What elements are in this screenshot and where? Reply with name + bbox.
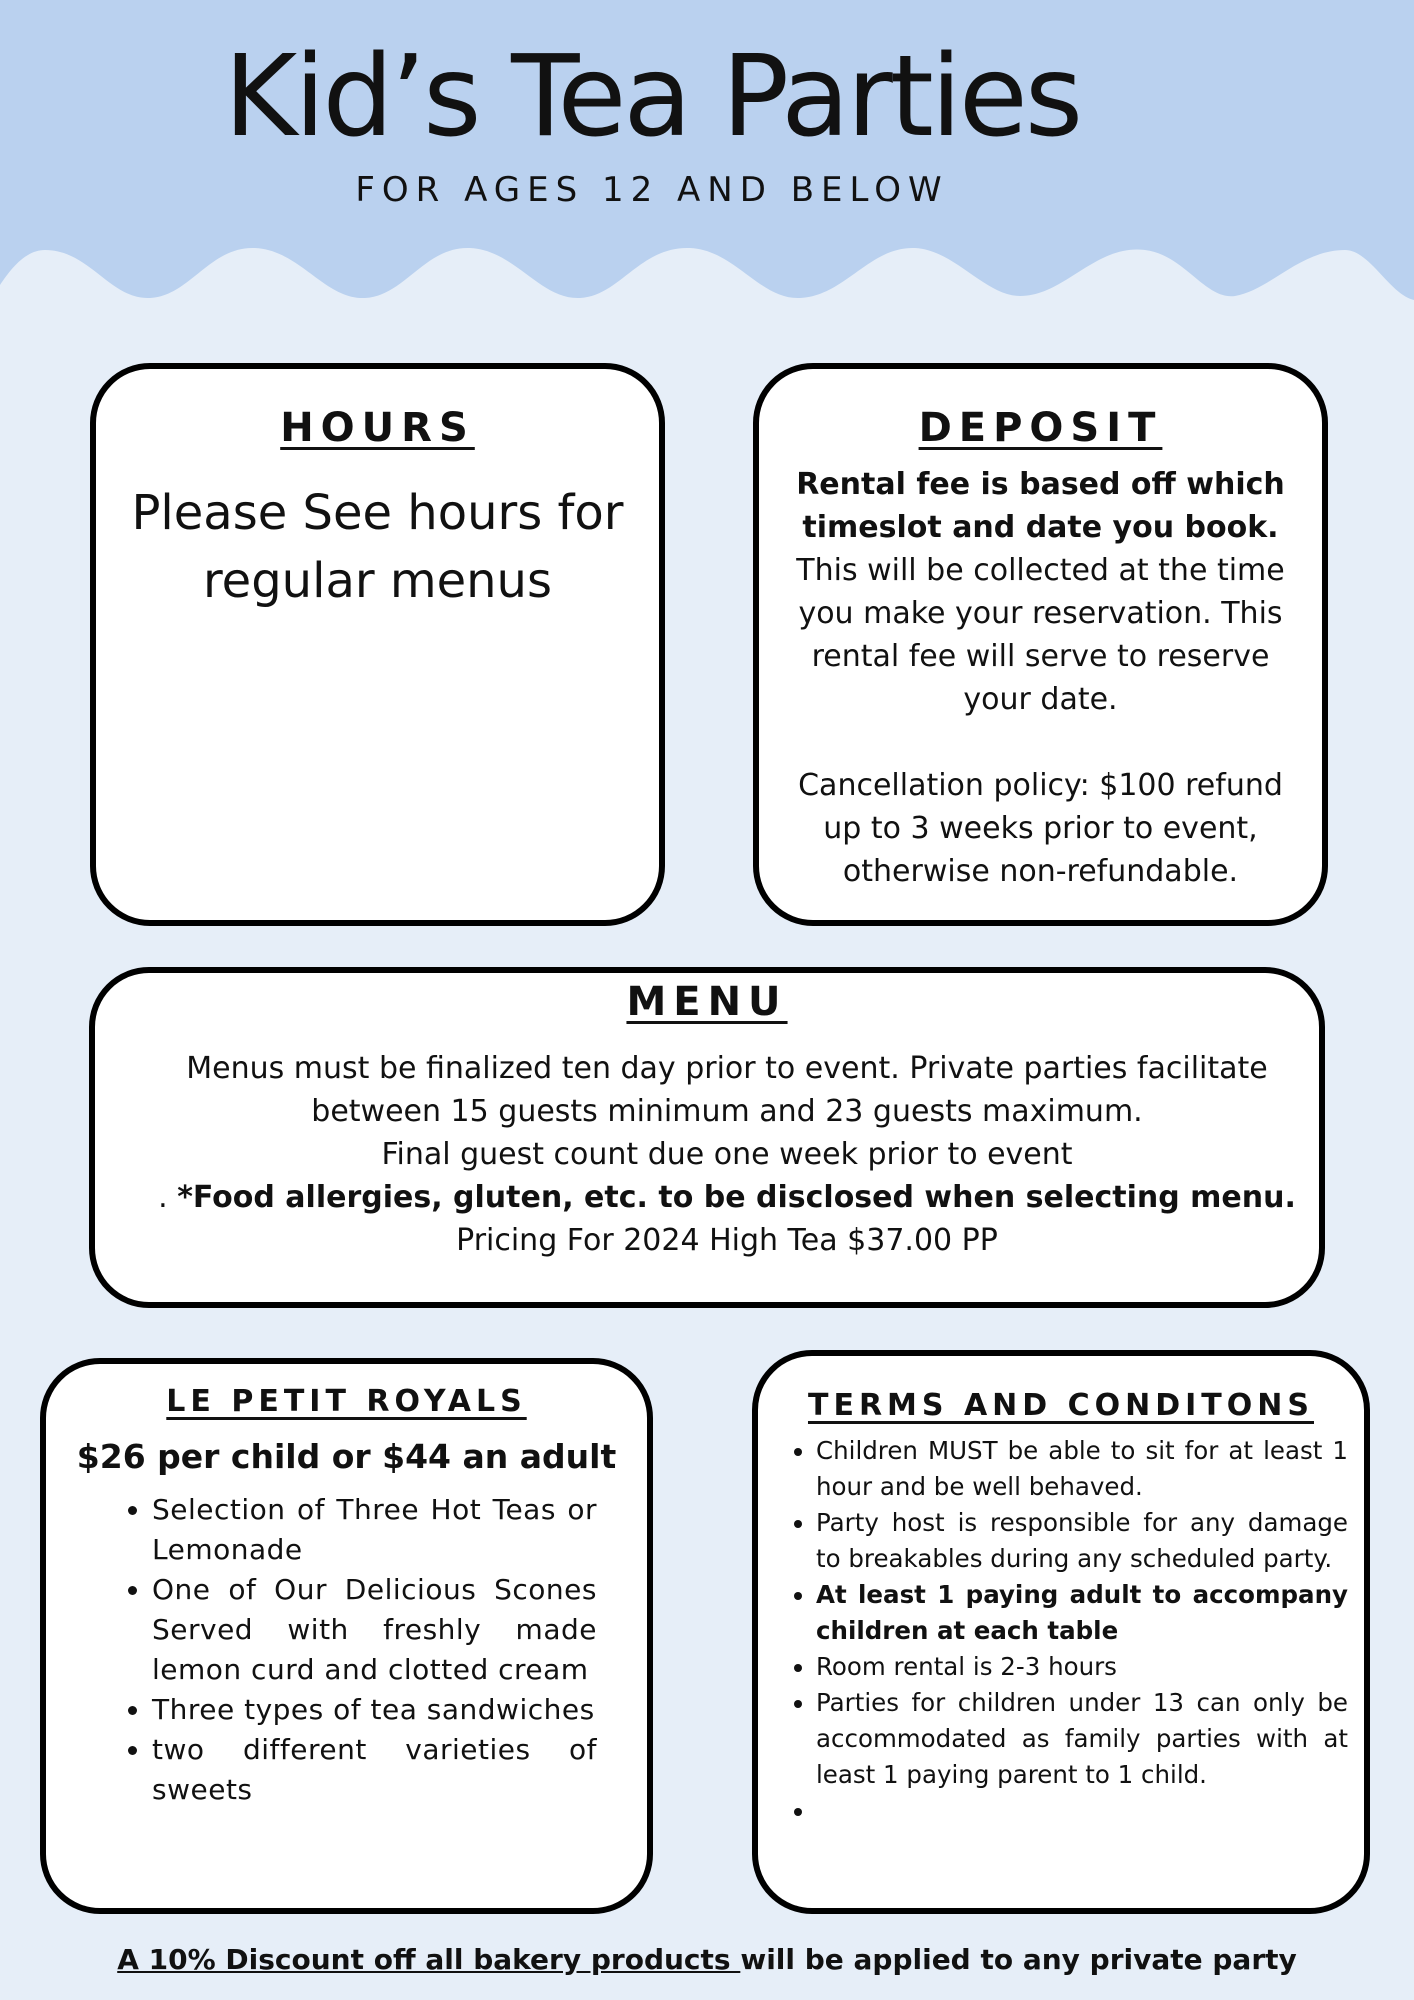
- menu-line: Final guest count due one week prior to event: [381, 1137, 1073, 1172]
- menu-heading: MENU: [626, 979, 788, 1025]
- royals-list: [46, 1490, 647, 1810]
- hours-heading: HOURS: [280, 405, 475, 451]
- discount-footer: [0, 1943, 1414, 1976]
- list-item: • two different varieties of sweets: [152, 1730, 597, 1810]
- menu-body: [95, 1047, 1319, 1262]
- terms-heading: TERMS AND CONDITONS: [807, 1388, 1314, 1423]
- list-item: • Party host is responsible for any damage to breakables during any scheduled party.: [816, 1505, 1348, 1577]
- page-title: Kid’s Tea Parties: [223, 32, 1081, 162]
- terms-list: [758, 1433, 1364, 1829]
- petit-royals-card: [40, 1358, 653, 1914]
- menu-line: between 15 guests minimum and 23 guests maximum.: [311, 1094, 1143, 1129]
- deposit-spacer: [779, 721, 1302, 764]
- deposit-body: [759, 463, 1322, 893]
- menu-card: [89, 967, 1325, 1308]
- list-item: • Children MUST be able to sit for at least 1 hour and be well behaved.: [816, 1433, 1348, 1505]
- menu-line: Menus must be finalized ten day prior to event. Private parties facilitate: [186, 1051, 1268, 1086]
- deposit-heading: DEPOSIT: [918, 405, 1163, 451]
- list-item: • Selection of Three Hot Teas or Lemonade: [152, 1490, 597, 1570]
- list-item: • One of Our Delicious Scones Served with freshly made lemon curd and clotted cream: [152, 1570, 597, 1690]
- royals-price: $26 per child or $44 an adult: [76, 1437, 617, 1476]
- terms-card: [752, 1350, 1370, 1914]
- page-subtitle: FOR AGES 12 AND BELOW: [355, 170, 949, 210]
- deposit-bold-text: Rental fee is based off which timeslot and date you book.: [796, 467, 1285, 545]
- hours-card: [90, 363, 665, 926]
- header-band: [0, 0, 1414, 300]
- list-item: • Parties for children under 13 can only be accommodated as family parties with at least 1 paying parent to 1 child.: [816, 1685, 1348, 1793]
- menu-pricing: Pricing For 2024 High Tea $37.00 PP: [456, 1223, 998, 1258]
- list-item-empty: [816, 1793, 1348, 1829]
- hours-text: Please See hours for regular menus: [131, 485, 624, 609]
- list-item: • Three types of tea sandwiches: [152, 1690, 597, 1730]
- menu-allergy-prefix: .: [158, 1180, 178, 1215]
- royals-heading: LE PETIT ROYALS: [166, 1384, 527, 1419]
- deposit-text: This will be collected at the time you make your reservation. This rental fee will serve to reserve your date.: [796, 553, 1285, 717]
- deposit-card: [753, 363, 1328, 926]
- list-item: • At least 1 paying adult to accompany children at each table: [816, 1577, 1348, 1649]
- cancellation-policy: Cancellation policy: $100 refund up to 3 weeks prior to event, otherwise non-refundable.: [798, 768, 1283, 889]
- discount-underlined: A 10% Discount off all bakery products: [117, 1943, 741, 1976]
- menu-allergy-text: *Food allergies, gluten, etc. to be disclosed when selecting menu.: [177, 1180, 1296, 1215]
- list-item: • Room rental is 2-3 hours: [816, 1649, 1348, 1685]
- discount-rest: will be applied to any private party: [740, 1943, 1297, 1976]
- menu-allergy-line: [135, 1176, 1319, 1219]
